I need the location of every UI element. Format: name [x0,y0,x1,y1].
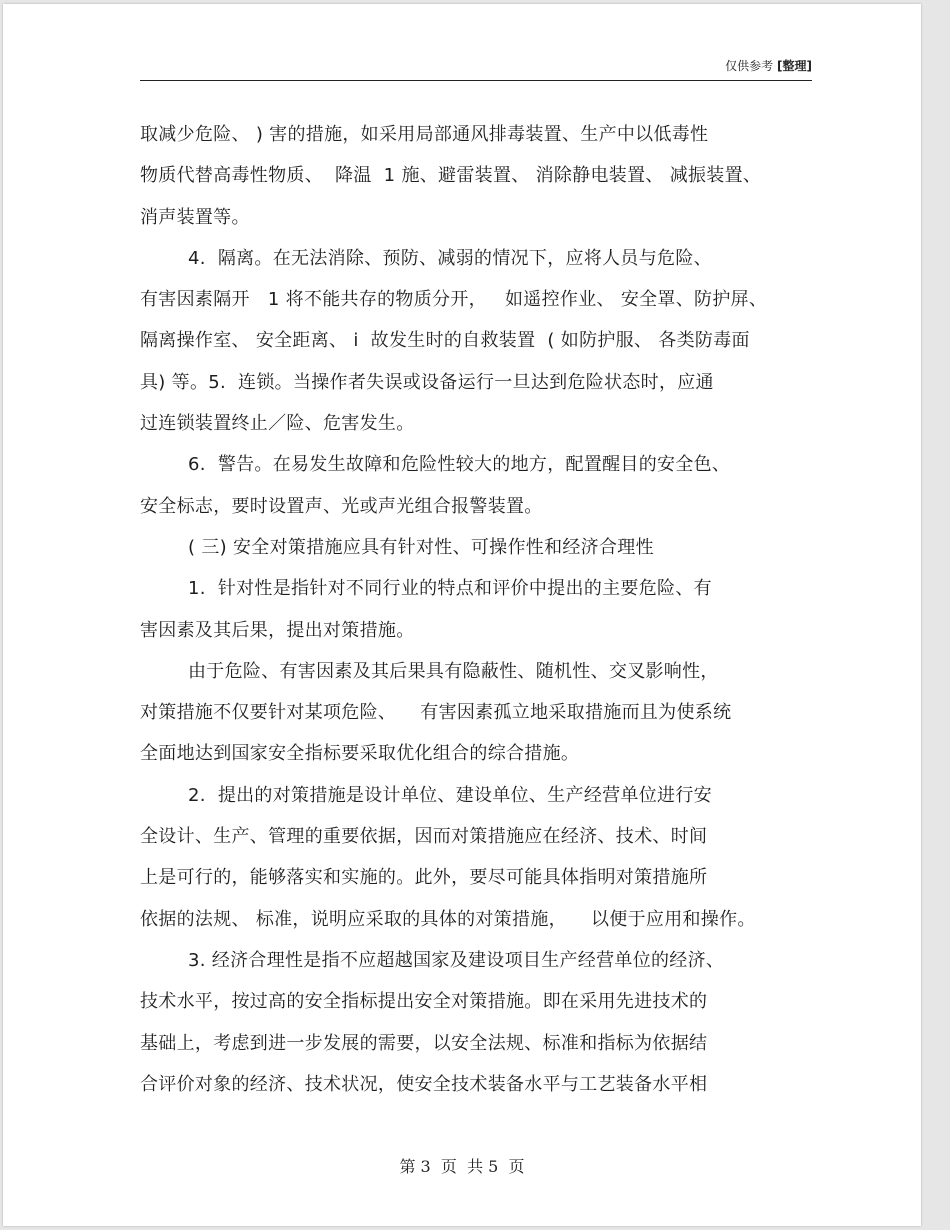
text-line: 合评价对象的经济、技术状况，使安全技术装备水平与工艺装备水平相 [140,1073,708,1095]
document-page [3,4,921,1226]
text-line: 技术水平，按过高的安全指标提出安全对策措施。即在采用先进技术的 [140,991,708,1013]
text-line: 物质代替高毒性物质、 降温 1 施、避雷装置、 消除静电装置、 减振装置、 [140,165,762,187]
paragraph-4-start: 4. 隔离。在无法消除、预防、减弱的情况下，应将人员与危险、 [188,247,712,269]
paragraph-1-start: 1. 针对性是指针对不同行业的特点和评价中提出的主要危险、有 [188,578,712,600]
text-line: 基础上，考虑到进一步发展的需要，以安全法规、标准和指标为依据结 [140,1032,708,1054]
text-line: 消声装置等。 [140,206,250,228]
text-line: 取减少危险、 ) 害的措施，如采用局部通风排毒装置、生产中以低毒性 [140,124,709,145]
text-line: 有害因素隔开 1 将不能共存的物质分开， 如遥控作业、 安全罩、防护屏、 [140,289,768,311]
paragraph-2-start: 2. 提出的对策措施是设计单位、建设单位、生产经营单位进行安 [188,784,712,806]
text-line: 全设计、生产、管理的重要依据，因而对策措施应在经济、技术、时间 [140,826,708,848]
text-line: 害因素及其后果，提出对策措施。 [140,619,415,641]
paragraph-start: 由于危险、有害因素及其后果具有隐蔽性、随机性、交叉影响性， [188,660,719,682]
text-line: 具) 等。5. 连锁。当操作者失误或设备运行一旦达到危险状态时，应通 [140,371,714,393]
document-body [140,114,820,1105]
header-label: 仅供参考 [725,59,774,73]
text-line: 隔离操作室、 安全距离、 i 故发生时的自救装置 ( 如防护服、 各类防毒面 [140,330,750,352]
header-bracket-label: [整理] [777,59,812,73]
text-line: 依据的法规、 标准，说明应采取的具体的对策措施， 以便于应用和操作。 [140,908,756,930]
paragraph-6-start: 6. 警告。在易发生故障和危险性较大的地方，配置醒目的安全色、 [188,454,731,476]
text-line: 对策措施不仅要针对某项危险、 有害因素孤立地采取措施而且为使系统 [140,702,732,724]
page-header [140,58,812,81]
text-line: 全面地达到国家安全指标要采取优化组合的综合措施。 [140,743,580,765]
page-footer: 第 3 页 共 5 页 [399,1157,525,1176]
text-line: 安全标志，要时设置声、光或声光组合报警装置。 [140,495,543,517]
paragraph-3-start: 3. 经济合理性是指不应超越国家及建设项目生产经营单位的经济、 [188,949,725,971]
section-heading: ( 三) 安全对策措施应具有针对性、可操作性和经济合理性 [188,536,654,558]
text-line: 上是可行的，能够落实和实施的。此外，要尽可能具体指明对策措施所 [140,867,708,889]
text-line: 过连锁装置终止／险、危害发生。 [140,413,415,435]
